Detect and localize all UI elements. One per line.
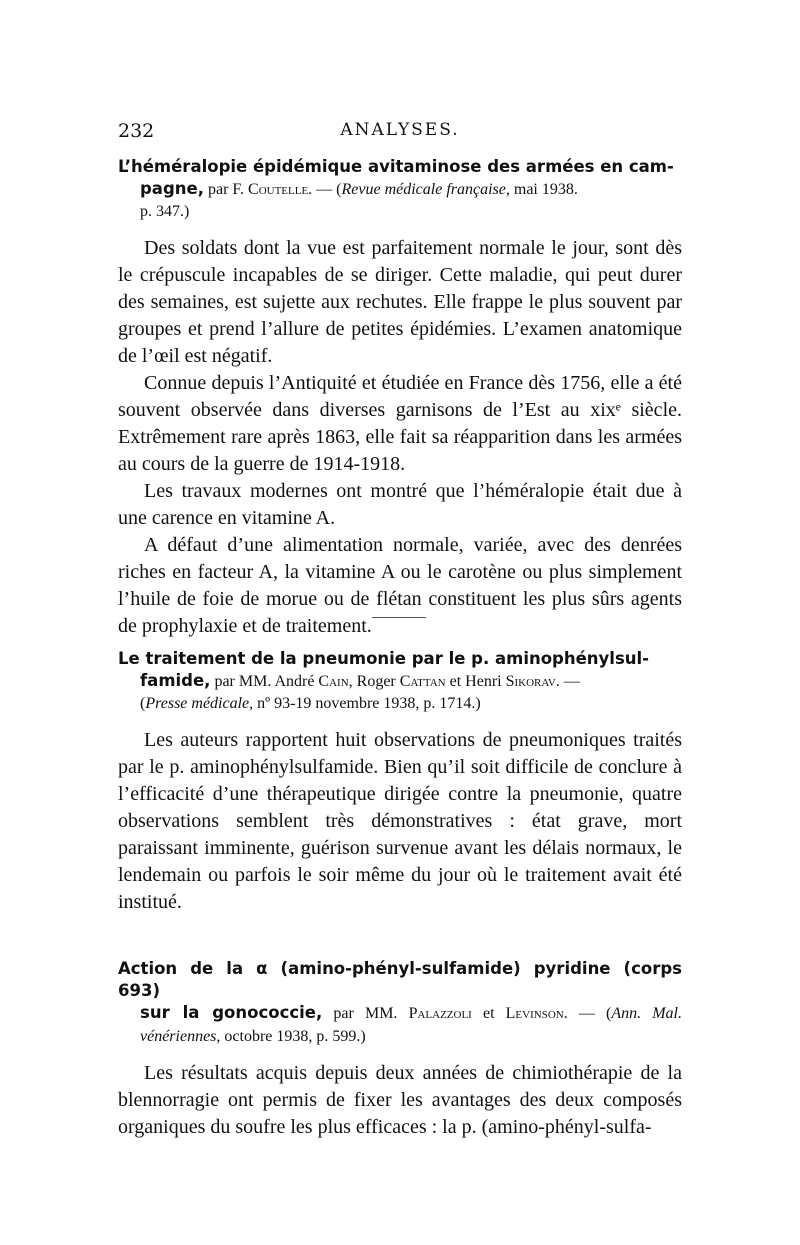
abstract-heading [118, 958, 682, 1048]
article-title-line2: famide, [140, 671, 211, 690]
abstract-body [118, 1060, 682, 1141]
byline-dash: — ( [567, 1005, 612, 1022]
citation: , octobre 1938, p. 599.) [216, 1028, 366, 1045]
byline-prefix: par MM. [322, 1005, 409, 1022]
citation: , nº 93-19 novembre 1938, p. 1714.) [249, 695, 481, 712]
byline-sep: , Roger [348, 673, 400, 690]
author-name: Cain [318, 673, 349, 690]
citation: , mai 1938. [505, 181, 578, 198]
page-number: 232 [118, 120, 155, 142]
author-name: Palazzoli [408, 1005, 472, 1022]
author-name: Coutelle. [248, 181, 313, 198]
paragraph: Les résultats acquis depuis deux années de chimiothérapie de la blennorragie ont permis de fixer les avantages des deux composés organiques du soufre les plus efficaces : la p. (amino-phényl-sulfa- [118, 1062, 682, 1138]
abstract-body [118, 235, 682, 640]
author-name: Levinson. [505, 1005, 568, 1022]
abstract-hemeralopie [118, 156, 682, 640]
ref-open: ( [140, 695, 146, 712]
running-title: ANALYSES. [340, 120, 460, 140]
byline-dash: — [559, 673, 580, 690]
abstract-pneumonie [118, 648, 682, 916]
section-divider [372, 617, 426, 618]
running-header [118, 120, 682, 144]
article-title-line2: sur la gonococcie, [140, 1003, 323, 1022]
paragraph: Connue depuis l’Antiquité et étudiée en France dès 1756, elle a été souvent observée dans diverses garnisons de l’Est au xixᵉ siècle. Extrêmement rare après 1863, elle fait sa réapparition dans les armées au cours de la guerre de 1914-1918. [118, 372, 682, 475]
abstract-heading [118, 156, 682, 223]
author-name: Cattan [399, 673, 446, 690]
journal-name: Revue médicale française [341, 181, 506, 198]
byline-sep: et Henri [445, 673, 506, 690]
article-title-line1: L’héméralopie épidémique avitaminose des armées en cam- [118, 157, 674, 176]
abstract-heading [118, 648, 682, 715]
abstract-gonococcie [118, 958, 682, 1141]
byline-dash: — ( [312, 181, 342, 198]
author-name: Sikorav. [505, 673, 560, 690]
paragraph: A défaut d’une alimentation normale, variée, avec des denrées riches en facteur A, la vitamine A ou le carotène ou plus simplement l’huile de foie de morue ou de flétan constituent les plus sûrs agents de prophylaxie et de traitement. [118, 534, 682, 637]
journal-name: Presse médicale [145, 695, 250, 712]
byline-prefix: par MM. André [210, 673, 319, 690]
article-title-line2: pagne, [140, 179, 204, 198]
paragraph: Les auteurs rapportent huit observations de pneumoniques traités par le p. aminophénylsulfamide. Bien qu’il soit difficile de conclure à l’efficacité d’une thérapeutique dirigée contre la pneumonie, quatre observations semblent très démonstratives : état grave, mort paraissant imminente, guérison survenue avant les délais normaux, le lendemain ou parfois le soir même du jour où le traitement avait été institué. [118, 729, 682, 913]
byline-prefix: par F. [203, 181, 249, 198]
article-title-line1: Action de la α (amino-phényl-sulfamide) pyridine (corps 693) [118, 959, 682, 1000]
citation-pages: p. 347.) [140, 203, 190, 220]
journal-name: Ann. Mal. vénériennes [140, 1005, 682, 1045]
paragraph: Des soldats dont la vue est parfaitement normale le jour, sont dès le crépuscule incapables de se diriger. Cette maladie, qui peut durer des semaines, est sujette aux rechutes. Elle frappe le plus souvent par groupes et prend l’allure de petites épidémies. L’examen anatomique de l’œil est négatif. [118, 237, 682, 367]
abstract-body [118, 727, 682, 916]
article-title-line1: Le traitement de la pneumonie par le p. aminophénylsul- [118, 649, 650, 668]
byline-sep: et [471, 1005, 506, 1022]
paragraph: Les travaux modernes ont montré que l’héméralopie était due à une carence en vitamine A. [118, 480, 682, 529]
